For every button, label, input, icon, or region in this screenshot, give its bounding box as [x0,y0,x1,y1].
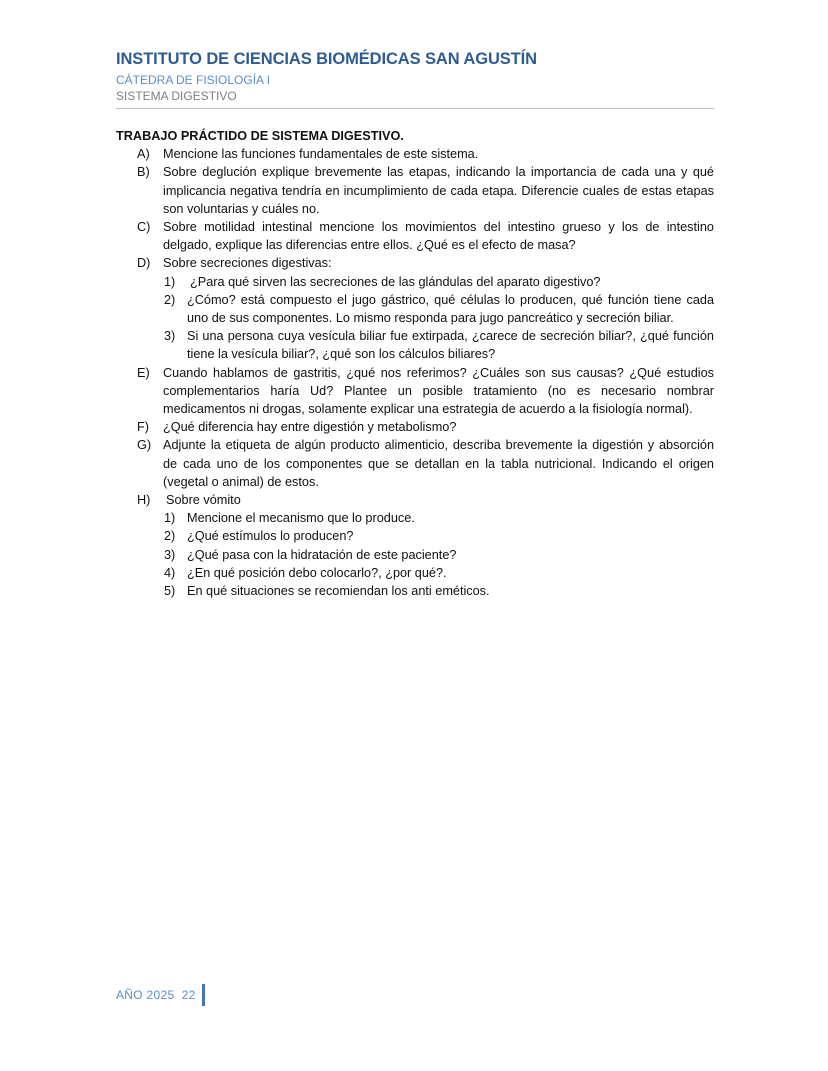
sublist-text: En qué situaciones se recomiendan los anti eméticos. [187,584,490,599]
sublist-item [116,291,714,327]
list-item-b [116,163,714,218]
list-item-h [116,491,714,509]
page-footer [116,984,205,1006]
list-text: Sobre vómito [166,493,241,508]
list-text: ¿Qué diferencia hay entre digestión y metabolismo? [163,420,457,435]
sublist-number: 5) [164,584,176,599]
document-header [116,48,714,104]
list-label: B) [137,165,150,180]
sublist-text: ¿Cómo? está compuesto el jugo gástrico, qué células lo producen, qué función tiene cada uno de sus componentes. Lo mismo responda para jugo pancreático y secreción biliar. [187,292,714,326]
sublist-text: ¿Para qué sirven las secreciones de las glándulas del aparato digestivo? [190,274,601,289]
list-text: Sobre deglución explique brevemente las etapas, indicando la importancia de cada una y qué implicancia negativa tendría en incumplimiento de cada etapa. Diferencie cuales de estas etapas son voluntarias y cuáles no. [163,165,714,216]
document-body [116,127,714,600]
sublist-item [116,273,714,291]
sublist-item [116,564,714,582]
sublist-item [116,546,714,564]
sublist-number: 4) [164,565,176,580]
sublist-text: Si una persona cuya vesícula biliar fue extirpada, ¿carece de secreción biliar?, ¿qué función tiene la vesícula biliar?, ¿qué son los cálculos biliares? [187,329,714,362]
list-text: Sobre motilidad intestinal mencione los movimientos del intestino grueso y los de intestino delgado, explique las diferencias entre ellos. ¿Qué es el efecto de masa? [163,220,714,253]
document-title: TRABAJO PRÁCTIDO DE SISTEMA DIGESTIVO. [116,129,404,143]
sublist-text: Mencione el mecanismo que lo produce. [187,511,415,526]
sublist-number: 3) [164,329,176,344]
list-text: Sobre secreciones digestivas: [163,256,332,271]
header-divider [116,108,714,109]
footer-year-page: AÑO 2025 22 [116,988,196,1002]
sublist-text: ¿En qué posición debo colocarlo?, ¿por qué?. [187,565,447,580]
sublist-item [116,509,714,527]
sublist-number: 1) [164,274,176,289]
system-name: SISTEMA DIGESTIVO [116,89,237,103]
sublist-text: ¿Qué pasa con la hidratación de este paciente? [187,547,457,562]
list-label: F) [137,420,149,435]
list-item-d [116,254,714,272]
list-item-g [116,436,714,491]
list-text: Mencione las funciones fundamentales de este sistema. [163,147,479,162]
list-label: G) [137,438,152,453]
list-item-c [116,218,714,254]
sublist-item [116,527,714,545]
list-text: Adjunte la etiqueta de algún producto alimenticio, describa brevemente la digestión y absorción de cada uno de los componentes que se detallan en la tabla nutricional. Indicando el origen (vegetal o animal) de estos. [163,438,714,489]
list-label: H) [137,493,151,508]
list-label: E) [137,365,150,380]
sublist-number: 3) [164,547,176,562]
list-label: D) [137,256,151,271]
list-item-f [116,418,714,436]
list-label: C) [137,220,151,235]
sublist-text: ¿Qué estímulos lo producen? [187,529,354,544]
sublist-number: 2) [164,292,176,307]
list-item-e [116,364,714,419]
catedra-name: CÁTEDRA DE FISIOLOGÍA I [116,73,271,87]
footer-accent-bar [202,984,205,1006]
list-label: A) [137,147,150,162]
sublist-number: 2) [164,529,176,544]
list-item-a [116,145,714,163]
sublist-item [116,327,714,363]
sublist-item [116,582,714,600]
list-text: Cuando hablamos de gastritis, ¿qué nos referimos? ¿Cuáles son sus causas? ¿Qué estudios complementarios haría Ud? Plantee un posible tratamiento (no es necesario nombrar medicamentos ni drogas, solamente explicar una estrategia de acuerdo a la fisiología normal). [163,365,714,417]
sublist-number: 1) [164,511,176,526]
institution-name: INSTITUTO DE CIENCIAS BIOMÉDICAS SAN AGUSTÍN [116,50,537,68]
